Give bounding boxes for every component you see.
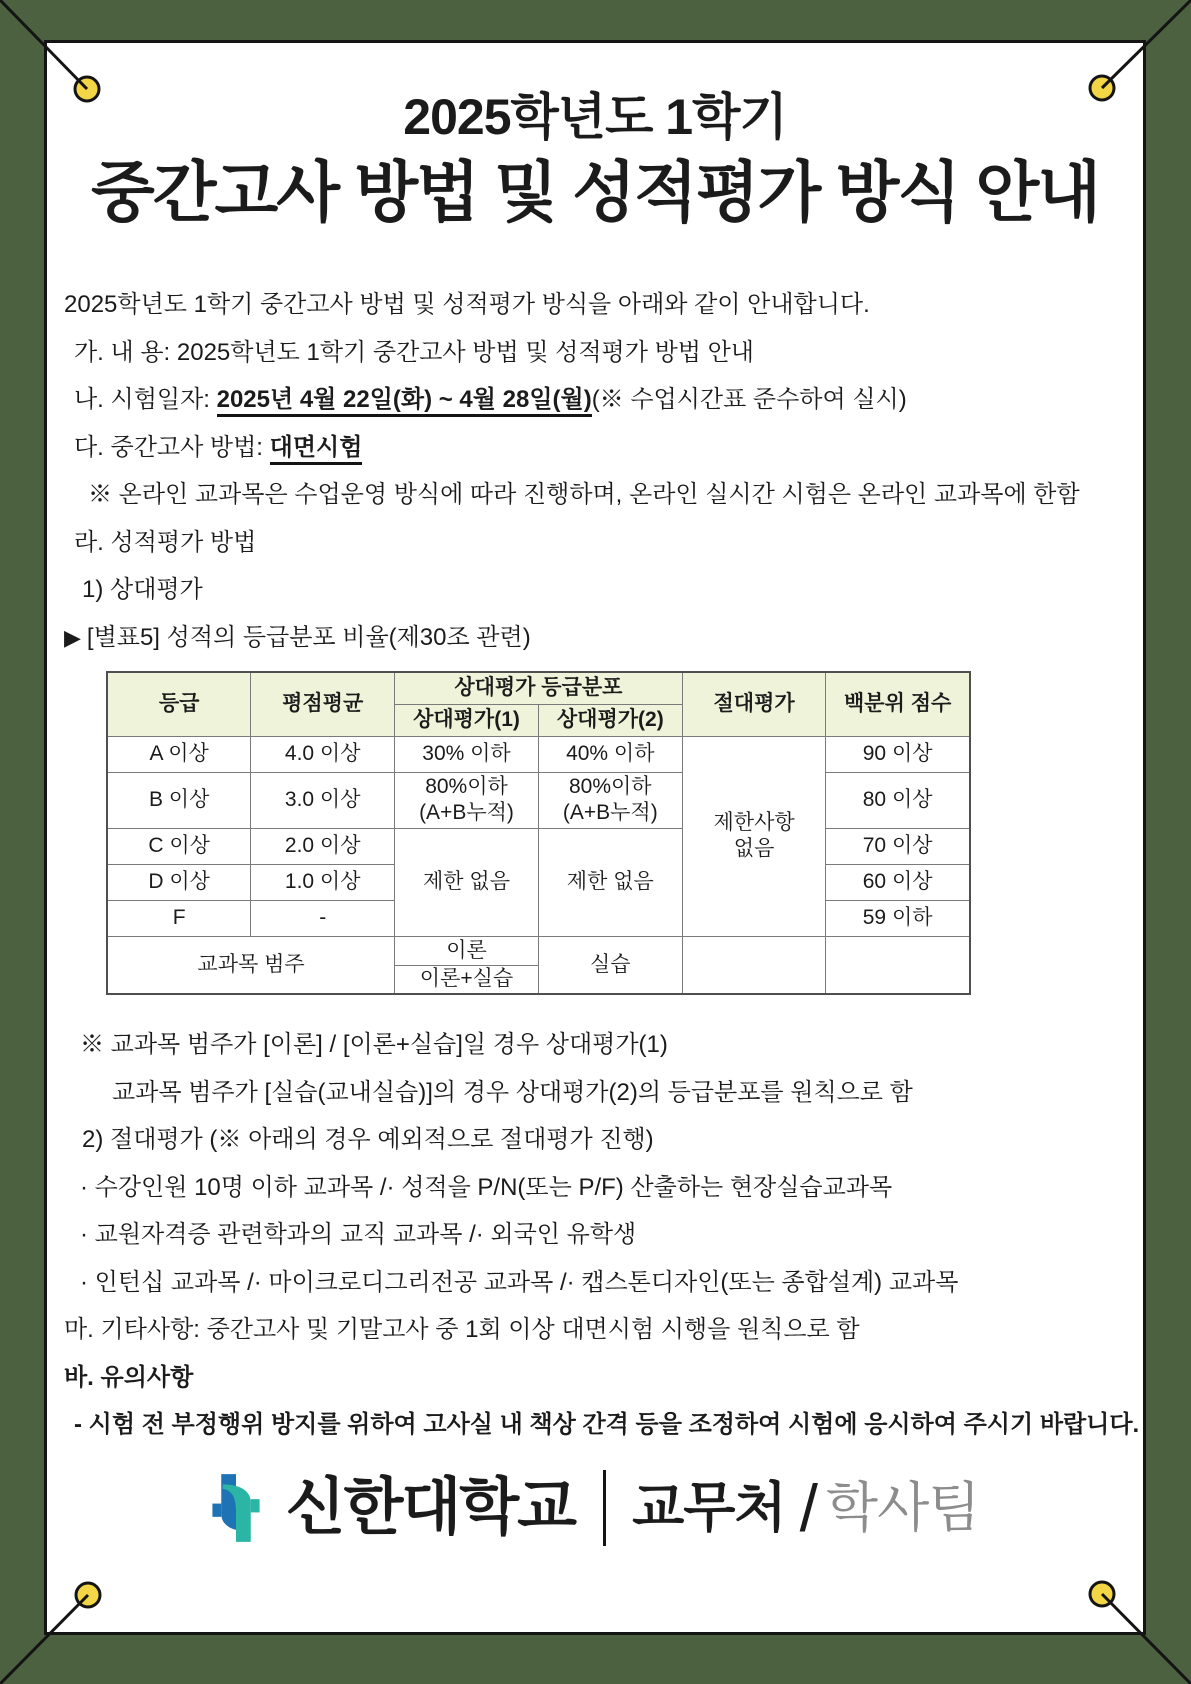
cell-category-abs-empty xyxy=(682,936,826,994)
note-category-1: ※ 교과목 범주가 [이론] / [이론+실습]일 경우 상대평가(1) xyxy=(80,1031,668,1058)
item-na-prefix: 나. 시험일자: xyxy=(74,386,217,413)
header-gpa: 평점평균 xyxy=(251,672,395,736)
cell-rel2-a: 40% 이하 xyxy=(538,736,682,772)
sub-item-1: 1) 상대평가 xyxy=(82,576,203,603)
cell-rel1-a: 30% 이하 xyxy=(395,736,539,772)
cell-category-theory: 이론 xyxy=(395,936,539,965)
cell-gpa-c: 2.0 이상 xyxy=(251,828,395,864)
team-name: 학사팀 xyxy=(825,1478,980,1538)
item-ma: 마. 기타사항: 중간고사 및 기말고사 중 1회 이상 대면시험 시행을 원칙으로 함 xyxy=(64,1316,860,1343)
absolute-text-line1: 제한사항 xyxy=(713,811,795,834)
table-row-c xyxy=(107,828,970,864)
cell-category-practice: 실습 xyxy=(538,936,682,994)
item-da xyxy=(64,434,1123,461)
table-row-a xyxy=(107,736,970,772)
cell-pct-c: 70 이상 xyxy=(826,828,970,864)
rel1-b-line2: (A+B누적) xyxy=(419,801,514,824)
rel2-b-line2: (A+B누적) xyxy=(562,801,658,824)
vertical-divider xyxy=(603,1470,606,1546)
grade-distribution-table xyxy=(106,671,971,995)
notice-title xyxy=(47,43,1143,231)
header-grade: 등급 xyxy=(107,672,251,736)
university-name: 신한대학교 xyxy=(285,1473,576,1542)
cell-pct-a: 90 이상 xyxy=(826,736,970,772)
title-line-1: 2025학년도 1학기 xyxy=(403,89,787,145)
notice-body xyxy=(47,231,1143,1556)
table-caption xyxy=(64,624,1123,651)
bullet-3: · 인턴십 교과목 /· 마이크로디그리전공 교과목 /· 캡스톤디자인(또는 종합설계) 교과목 xyxy=(80,1268,959,1296)
cell-grade-c: C 이상 xyxy=(107,828,251,864)
bullet-2: · 교원자격증 관련학과의 교직 교과목 /· 외국인 유학생 xyxy=(80,1221,637,1248)
table-row-b xyxy=(107,772,970,828)
rel2-b-line1: 80%이하 xyxy=(568,775,652,798)
sub-item-2: 2) 절대평가 (※ 아래의 경우 예외적으로 절대평가 진행) xyxy=(82,1126,654,1153)
cell-category-label: 교과목 범주 xyxy=(107,936,395,994)
cell-rel2-b xyxy=(538,772,682,828)
caution-line: - 시험 전 부정행위 방지를 위하여 고사실 내 책상 간격 등을 조정하여 시험에 응시하여 주시기 바랍니다. xyxy=(74,1411,1140,1438)
table-row-category-1 xyxy=(107,936,970,965)
item-na-suffix: (※ 수업시간표 준수하여 실시) xyxy=(591,386,907,413)
cell-grade-f: F xyxy=(107,900,251,936)
cell-absolute-merged xyxy=(682,736,826,936)
item-ga: 가. 내 용: 2025학년도 1학기 중간고사 방법 및 성적평가 방법 안내 xyxy=(74,338,754,366)
title-line-2: 중간고사 방법 및 성적평가 방식 안내 xyxy=(90,155,1100,229)
item-na xyxy=(64,386,1123,413)
exam-dates: 2025년 4월 22일(화) ~ 4월 28일(월) xyxy=(217,386,592,417)
triangle-marker-icon: ▶ xyxy=(64,624,81,650)
cell-pct-f: 59 이하 xyxy=(826,900,970,936)
cell-gpa-f: - xyxy=(251,900,395,936)
cell-category-pct-empty xyxy=(826,936,970,994)
table-caption-text: [별표5] 성적의 등급분포 비율(제30조 관련) xyxy=(86,623,531,651)
slash-divider: / xyxy=(799,1471,818,1545)
university-logo-icon xyxy=(208,1460,264,1556)
cell-rel1-b xyxy=(395,772,539,828)
cell-gpa-b: 3.0 이상 xyxy=(251,772,395,828)
cell-grade-a: A 이상 xyxy=(107,736,251,772)
cell-pct-d: 60 이상 xyxy=(826,864,970,900)
header-relative-1: 상대평가(1) xyxy=(395,704,539,736)
note-category-2: 교과목 범주가 [실습(교내실습)]의 경우 상대평가(2)의 등급분포를 원칙으로 함 xyxy=(112,1078,913,1106)
cell-grade-d: D 이상 xyxy=(107,864,251,900)
cell-rel2-no-limit: 제한 없음 xyxy=(538,828,682,936)
item-ba: 바. 유의사항 xyxy=(64,1363,194,1391)
cell-pct-b: 80 이상 xyxy=(826,772,970,828)
header-absolute: 절대평가 xyxy=(682,672,826,736)
exam-method: 대면시험 xyxy=(270,434,363,465)
footer-logo-row xyxy=(64,1460,1123,1556)
table-header-row xyxy=(107,672,970,704)
header-percentile: 백분위 점수 xyxy=(826,672,970,736)
rel1-b-line1: 80%이하 xyxy=(425,775,508,798)
item-ra: 라. 성적평가 방법 xyxy=(74,528,257,556)
cell-rel1-no-limit: 제한 없음 xyxy=(395,828,539,936)
item-da-prefix: 다. 중간고사 방법: xyxy=(74,433,270,461)
absolute-text-line2: 없음 xyxy=(733,837,775,860)
header-relative-2: 상대평가(2) xyxy=(538,704,682,736)
cell-gpa-a: 4.0 이상 xyxy=(251,736,395,772)
bullet-1: · 수강인원 10명 이하 교과목 /· 성적을 P/N(또는 P/F) 산출하는 현장실습교과목 xyxy=(80,1173,893,1201)
department-name: 교무처 xyxy=(632,1478,786,1538)
cell-category-theory-practice: 이론+실습 xyxy=(395,965,539,994)
intro-line: 2025학년도 1학기 중간고사 방법 및 성적평가 방식을 아래와 같이 안내합니다. xyxy=(64,291,870,318)
note-online: ※ 온라인 교과목은 수업운영 방식에 따라 진행하며, 온라인 실시간 시험은 온라인 교과목에 한함 xyxy=(88,481,1080,508)
cell-gpa-d: 1.0 이상 xyxy=(251,864,395,900)
notice-paper xyxy=(44,40,1146,1635)
header-relative-group: 상대평가 등급분포 xyxy=(395,672,683,704)
cell-grade-b: B 이상 xyxy=(107,772,251,828)
